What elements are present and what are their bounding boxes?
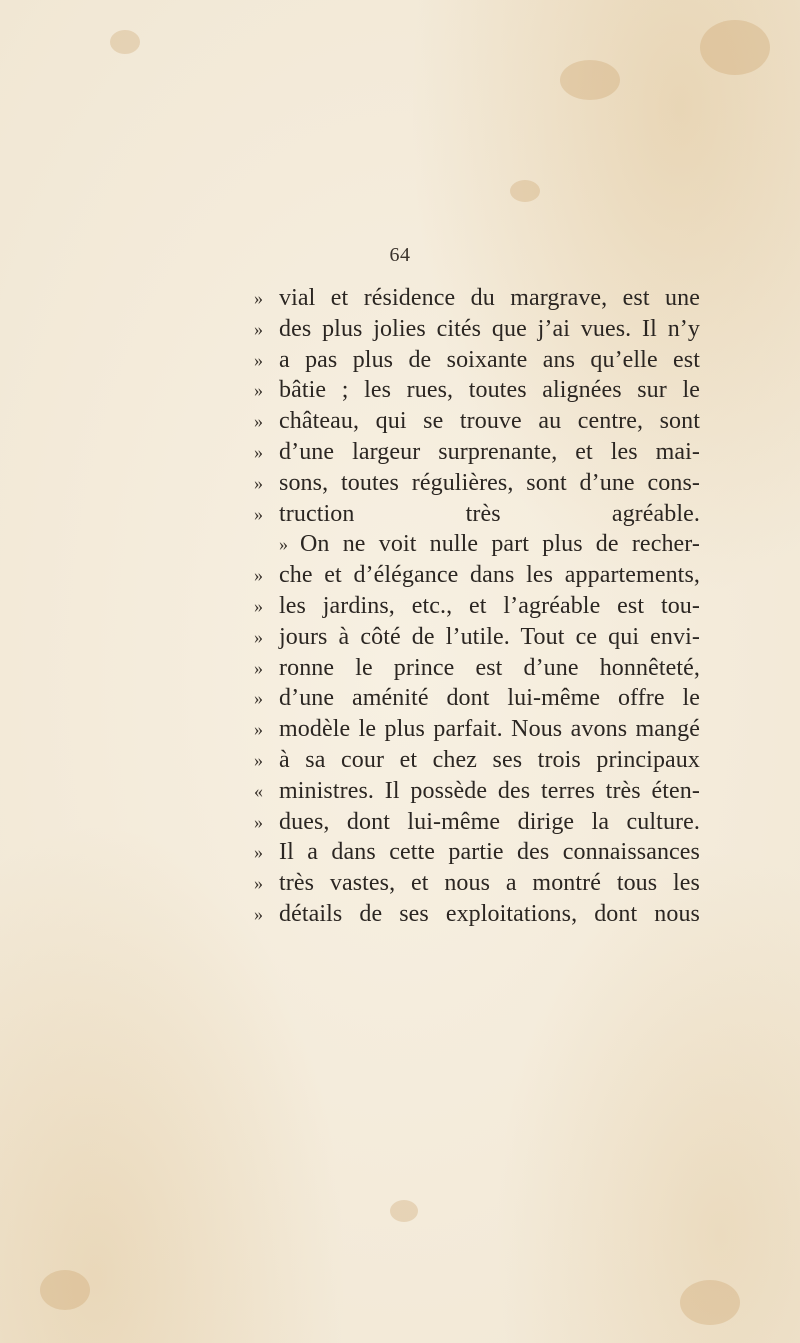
quote-mark: »: [254, 626, 263, 647]
line-text: château, qui se trouve au centre, sont: [279, 408, 700, 435]
quote-mark: »: [254, 595, 263, 616]
quote-mark: »: [279, 534, 288, 555]
body-text: [254, 283, 700, 930]
line-text: jours à côté de l’utile. Tout ce qui envi-: [279, 623, 700, 650]
foxing-stain: [510, 180, 540, 202]
text-line: [254, 868, 700, 899]
quote-mark: »: [254, 811, 263, 832]
quote-mark: »: [254, 411, 263, 432]
text-line: [254, 437, 700, 468]
line-text: des plus jolies cités que j’ai vues. Il n’y: [279, 315, 700, 342]
quote-mark: »: [254, 903, 263, 924]
line-text: d’une aménité dont lui-même offre le: [279, 685, 700, 712]
line-text: a pas plus de soixante ans qu’elle est: [279, 346, 700, 373]
line-text: d’une largeur surprenante, et les mai-: [279, 438, 700, 465]
text-line: [254, 529, 700, 560]
text-line: [254, 837, 700, 868]
line-text: ronne le prince est d’une honnêteté,: [279, 654, 700, 681]
line-text: Il a dans cette partie des connaissances: [279, 839, 700, 866]
quote-mark: »: [254, 657, 263, 678]
text-line: [254, 899, 700, 930]
line-text: modèle le plus parfait. Nous avons mangé: [279, 716, 700, 743]
quote-mark: »: [254, 565, 263, 586]
page-number: 64: [389, 244, 411, 266]
text-line: [254, 314, 700, 345]
quote-mark: »: [254, 349, 263, 370]
text-line: [254, 622, 700, 653]
line-text: sons, toutes régulières, sont d’une cons-: [279, 469, 700, 496]
quote-mark: »: [254, 380, 263, 401]
quote-mark: »: [254, 719, 263, 740]
line-text: che et d’élégance dans les appartements,: [279, 562, 700, 589]
text-line: [254, 683, 700, 714]
text-line: [254, 283, 700, 314]
line-text: bâtie ; les rues, toutes alignées sur le: [279, 377, 700, 404]
line-text: à sa cour et chez ses trois principaux: [279, 746, 700, 773]
text-line: [254, 591, 700, 622]
foxing-stain: [560, 60, 620, 100]
text-line: [254, 499, 700, 530]
text-line: [254, 375, 700, 406]
text-line: [254, 406, 700, 437]
text-line: [254, 345, 700, 376]
text-line: [254, 714, 700, 745]
quote-mark: »: [254, 842, 263, 863]
line-text: détails de ses exploitations, dont nous: [279, 900, 700, 927]
quote-mark: »: [254, 472, 263, 493]
quote-mark: »: [254, 503, 263, 524]
quote-mark: «: [254, 780, 263, 801]
text-line: [254, 468, 700, 499]
line-text: ministres. Il possède des terres très éten-: [279, 777, 700, 804]
line-text: truction très agréable.: [279, 500, 700, 527]
foxing-stain: [40, 1270, 90, 1310]
text-line: [254, 807, 700, 838]
line-text: vial et résidence du margrave, est une: [279, 285, 700, 311]
quote-mark: »: [254, 288, 263, 308]
foxing-stain: [390, 1200, 418, 1222]
foxing-stain: [110, 30, 140, 54]
text-line: [254, 745, 700, 776]
line-text: très vastes, et nous a montré tous les: [279, 870, 700, 897]
quote-mark: »: [254, 688, 263, 709]
foxing-stain: [700, 20, 770, 75]
text-line: [254, 560, 700, 591]
foxing-stain: [680, 1280, 740, 1325]
line-text: les jardins, etc., et l’agréable est tou-: [279, 592, 700, 619]
quote-mark: »: [254, 873, 263, 894]
quote-mark: »: [254, 749, 263, 770]
text-line: [254, 776, 700, 807]
line-text: dues, dont lui-même dirige la culture.: [279, 808, 700, 835]
quote-mark: »: [254, 441, 263, 462]
text-line: [254, 653, 700, 684]
line-text: On ne voit nulle part plus de recher-: [300, 531, 700, 558]
quote-mark: »: [254, 318, 263, 339]
